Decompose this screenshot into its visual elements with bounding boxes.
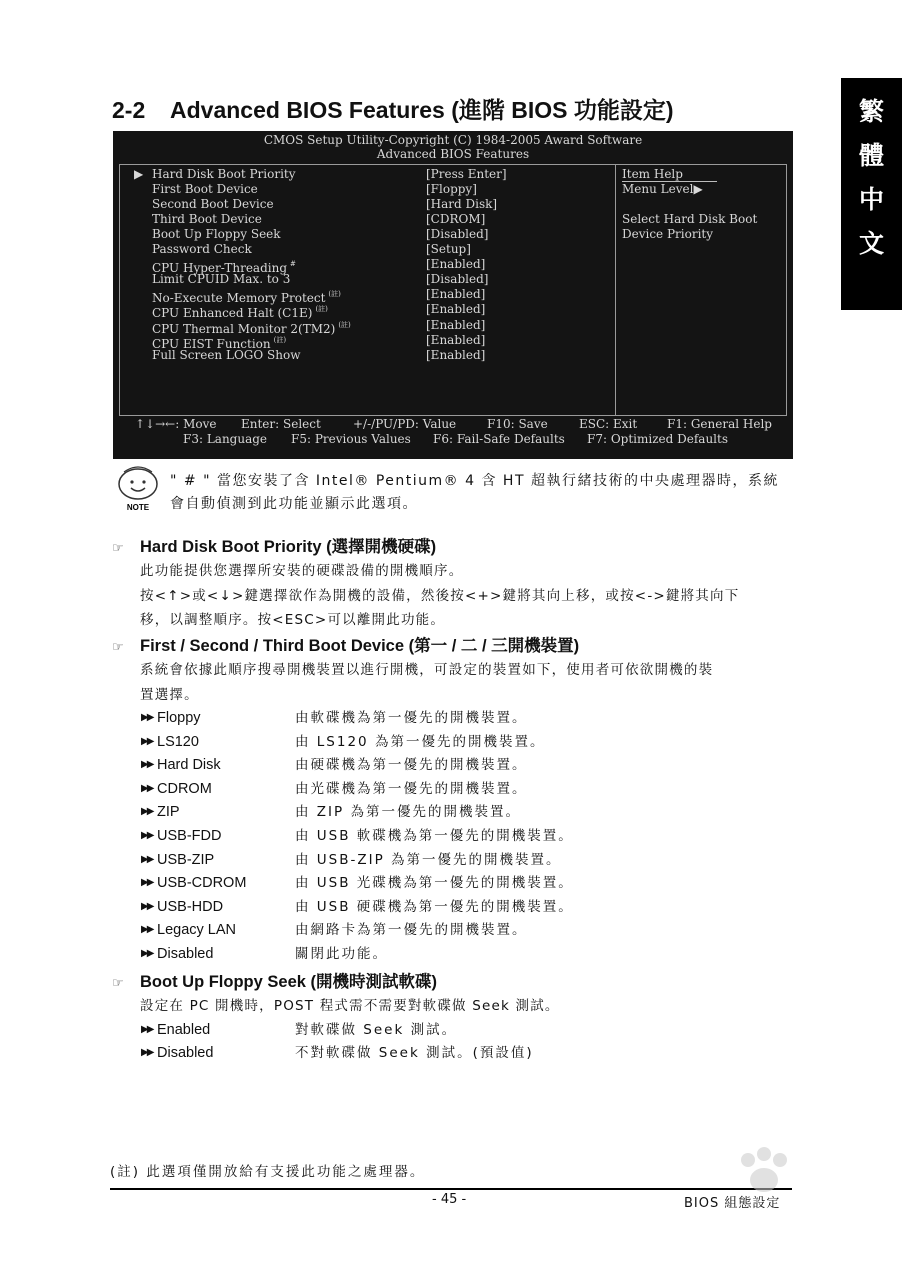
bios-item-footnote-mark: (註): [328, 290, 341, 299]
page-number: - 45 -: [432, 1192, 467, 1207]
bios-item-label: Limit CPUID Max. to 3: [152, 272, 291, 287]
option-name: Legacy LAN: [157, 922, 236, 939]
note-icon: [114, 464, 162, 512]
bios-item-value[interactable]: [CDROM]: [426, 212, 486, 227]
section-heading: Hard Disk Boot Priority (選擇開機硬碟): [140, 538, 437, 556]
section-heading: First / Second / Third Boot Device (第一 / 二 / 三開機裝置): [140, 637, 580, 655]
bios-item-row[interactable]: [120, 242, 614, 257]
help-text-line: Select Hard Disk Boot: [622, 212, 758, 226]
selected-arrow-icon: ▶: [134, 167, 144, 181]
option-row: [141, 824, 781, 848]
option-description: 由軟碟機為第一優先的開機裝置。: [295, 710, 528, 726]
bios-header-copyright: CMOS Setup Utility-Copyright (C) 1984-2005 Award Software: [263, 133, 643, 147]
bios-item-row[interactable]: [120, 212, 614, 227]
double-arrow-bullet-icon: ▶▶: [141, 782, 153, 794]
footer-chapter-label: BIOS 組態設定: [684, 1196, 781, 1211]
double-arrow-bullet-icon: ▶▶: [141, 900, 153, 912]
option-description: 由 LS120 為第一優先的開機裝置。: [295, 733, 546, 750]
option-name: CDROM: [157, 780, 212, 797]
key-hint-save: F10: Save: [487, 417, 548, 431]
bios-item-label: Boot Up Floppy Seek: [152, 227, 281, 242]
option-description: 由 USB 硬碟機為第一優先的開機裝置。: [295, 898, 574, 915]
bios-panel-divider: [615, 165, 616, 415]
key-hint-optimized: F7: Optimized Defaults: [587, 432, 728, 446]
key-hint-value: +/-/PU/PD: Value: [353, 417, 457, 431]
bios-item-value[interactable]: [Enabled]: [426, 332, 486, 347]
section-heading-row: [112, 533, 436, 557]
option-description: 由網路卡為第一優先的開機裝置。: [295, 922, 528, 939]
bios-item-label: Hard Disk Boot Priority: [152, 167, 296, 181]
bios-item-row[interactable]: [120, 332, 614, 351]
bios-item-label: CPU Enhanced Halt (C1E): [152, 306, 313, 321]
bios-item-label: Second Boot Device: [152, 197, 274, 212]
bios-item-label: Password Check: [152, 242, 252, 257]
bios-item-label: No-Execute Memory Protect: [152, 291, 326, 306]
double-arrow-bullet-icon: ▶▶: [141, 735, 153, 747]
section-heading-row: [112, 968, 437, 992]
option-description: 不對軟碟做 Seek 測試。(預設值): [295, 1045, 534, 1062]
side-tab-char: 文: [858, 229, 884, 258]
option-row: [141, 777, 781, 801]
double-arrow-bullet-icon: ▶▶: [141, 1023, 153, 1035]
bios-item-row[interactable]: [120, 227, 614, 242]
bios-item-row[interactable]: [120, 167, 614, 182]
bios-item-value[interactable]: [Setup]: [426, 242, 471, 257]
bios-item-footnote-mark: (註): [273, 335, 287, 344]
section-heading: Boot Up Floppy Seek (開機時測試軟碟): [140, 973, 437, 991]
option-name: USB-ZIP: [157, 851, 215, 868]
note-line: 會自動偵測到此功能並顯示此選項。: [170, 496, 418, 512]
bios-header: [113, 131, 793, 161]
option-name: USB-HDD: [157, 898, 224, 915]
section-title-text: Advanced BIOS Features (進階 BIOS 功能設定): [170, 97, 674, 123]
side-tab-char: 繁: [858, 97, 884, 126]
bios-item-label: Third Boot Device: [152, 212, 262, 227]
option-description: 由 USB 光碟機為第一優先的開機裝置。: [295, 875, 574, 892]
bios-item-label: CPU Hyper-Threading: [152, 261, 288, 276]
bios-item-value[interactable]: [Enabled]: [426, 302, 486, 317]
help-text-line: Device Priority: [622, 227, 714, 241]
bios-item-value[interactable]: [Enabled]: [426, 257, 486, 272]
bios-panel: [119, 164, 787, 416]
option-name: Floppy: [157, 710, 201, 726]
section-title: [112, 92, 674, 125]
option-description: 由光碟機為第一優先的開機裝置。: [295, 780, 528, 797]
bios-item-value[interactable]: [Enabled]: [426, 347, 486, 362]
section-paragraph-line: 設定在 PC 開機時，POST 程式需不需要對軟碟做 Seek 測試。: [140, 998, 560, 1014]
pointing-hand-icon: ☞: [112, 541, 124, 556]
bios-item-row[interactable]: [120, 348, 614, 363]
section-heading-row: [112, 632, 579, 656]
bios-item-footnote-mark: #: [290, 260, 296, 269]
bios-item-value[interactable]: [Press Enter]: [426, 167, 507, 181]
option-name: Disabled: [157, 1045, 214, 1062]
note-line: " # " 當您安裝了含 Intel® Pentium® 4 含 HT 超執行緒技術的中央處理器時，系統: [170, 473, 779, 489]
key-hint-move: ↑↓→←: Move: [135, 417, 217, 431]
section-paragraph-line: 置選擇。: [140, 686, 199, 703]
bios-item-value[interactable]: [Hard Disk]: [426, 197, 498, 212]
double-arrow-bullet-icon: ▶▶: [141, 948, 153, 959]
double-arrow-bullet-icon: ▶▶: [141, 853, 153, 865]
help-menu-level: Menu Level▶: [622, 182, 703, 196]
note-text: [170, 470, 779, 516]
option-description: 對軟碟做 Seek 測試。: [295, 1021, 458, 1038]
section-number: 2-2: [112, 97, 146, 123]
bios-item-value[interactable]: [Disabled]: [426, 272, 489, 287]
option-row: [141, 730, 781, 754]
bios-item-row[interactable]: [120, 287, 614, 306]
language-side-tab: [841, 78, 902, 310]
option-description: 由 USB-ZIP 為第一優先的開機裝置。: [295, 851, 562, 868]
option-row: [141, 871, 781, 895]
bios-item-label: Full Screen LOGO Show: [152, 347, 301, 362]
baidu-watermark-logo: [636, 1146, 846, 1276]
bios-item-label: CPU EIST Function: [152, 336, 271, 351]
double-arrow-bullet-icon: ▶▶: [141, 830, 153, 841]
option-row: [141, 753, 781, 777]
option-row: [141, 706, 781, 730]
bios-item-value[interactable]: [Floppy]: [426, 182, 477, 197]
bios-item-row[interactable]: [120, 272, 614, 287]
bios-item-row[interactable]: [120, 302, 614, 321]
option-name: USB-FDD: [157, 828, 222, 844]
item-help-title: Item Help: [622, 167, 717, 182]
option-row: [141, 895, 781, 919]
key-hint-help: F1: General Help: [667, 417, 772, 431]
section-paragraph-line: 移，以調整順序。按<ESC>可以離開此功能。: [140, 612, 446, 628]
option-row: [141, 848, 781, 872]
option-name: USB-CDROM: [157, 875, 247, 892]
pointing-hand-icon: ☞: [112, 976, 124, 991]
option-row: [141, 1018, 781, 1042]
bios-item-value[interactable]: [Enabled]: [426, 287, 486, 302]
bios-screen: [113, 131, 793, 459]
bios-item-label: CPU Thermal Monitor 2(TM2): [152, 321, 336, 336]
option-name: ZIP: [157, 804, 180, 821]
double-arrow-bullet-icon: ▶▶: [141, 877, 153, 889]
key-hint-exit: ESC: Exit: [579, 417, 638, 431]
double-arrow-bullet-icon: ▶▶: [141, 806, 153, 818]
key-hint-previous: F5: Previous Values: [291, 432, 411, 446]
double-arrow-bullet-icon: ▶▶: [141, 759, 153, 771]
option-description: 關閉此功能。: [295, 946, 388, 962]
bios-header-page-title: Advanced BIOS Features: [376, 147, 530, 161]
svg-text:NOTE: NOTE: [126, 503, 150, 512]
option-description: 由 USB 軟碟機為第一優先的開機裝置。: [295, 828, 574, 844]
option-name: LS120: [157, 733, 199, 750]
double-arrow-bullet-icon: ▶▶: [141, 924, 153, 936]
bios-item-value[interactable]: [Disabled]: [426, 227, 489, 242]
bios-item-row[interactable]: [120, 182, 614, 197]
section-paragraph-line: 系統會依據此順序搜尋開機裝置以進行開機，可設定的裝置如下，使用者可依欲開機的裝: [140, 662, 714, 678]
key-hint-language: F3: Language: [183, 432, 268, 446]
option-row: [141, 918, 781, 942]
bios-item-value[interactable]: [Enabled]: [426, 317, 486, 332]
bios-item-row[interactable]: [120, 317, 614, 336]
bios-item-row[interactable]: [120, 197, 614, 212]
option-name: Hard Disk: [157, 757, 221, 774]
double-arrow-bullet-icon: ▶▶: [141, 712, 153, 723]
bios-item-row[interactable]: [120, 257, 614, 276]
key-hint-select: Enter: Select: [241, 417, 321, 431]
bios-item-label: First Boot Device: [152, 182, 258, 197]
option-description: 由硬碟機為第一優先的開機裝置。: [295, 757, 528, 774]
section-paragraph-line: 按<↑>或<↓>鍵選擇欲作為開機的設備，然後按<+>鍵將其向上移，或按<->鍵將其向下: [140, 587, 740, 604]
bios-item-footnote-mark: (註): [315, 305, 328, 314]
pointing-hand-icon: ☞: [112, 640, 124, 655]
side-tab-char: 體: [858, 141, 884, 170]
option-name: Enabled: [157, 1021, 211, 1038]
double-arrow-bullet-icon: ▶▶: [141, 1047, 153, 1059]
key-hint-failsafe: F6: Fail-Safe Defaults: [433, 432, 565, 446]
option-row: [141, 800, 781, 824]
option-description: 由 ZIP 為第一優先的開機裝置。: [295, 804, 521, 821]
side-tab-char: 中: [858, 185, 884, 214]
footnote: (註) 此選項僅開放給有支援此功能之處理器。: [110, 1164, 426, 1180]
section-paragraph-line: 此功能提供您選擇所安裝的硬碟設備的開機順序。: [140, 563, 464, 579]
bios-item-footnote-mark: (註): [338, 320, 351, 329]
option-row: [141, 1041, 781, 1065]
option-row: [141, 942, 781, 966]
option-name: Disabled: [157, 946, 214, 962]
